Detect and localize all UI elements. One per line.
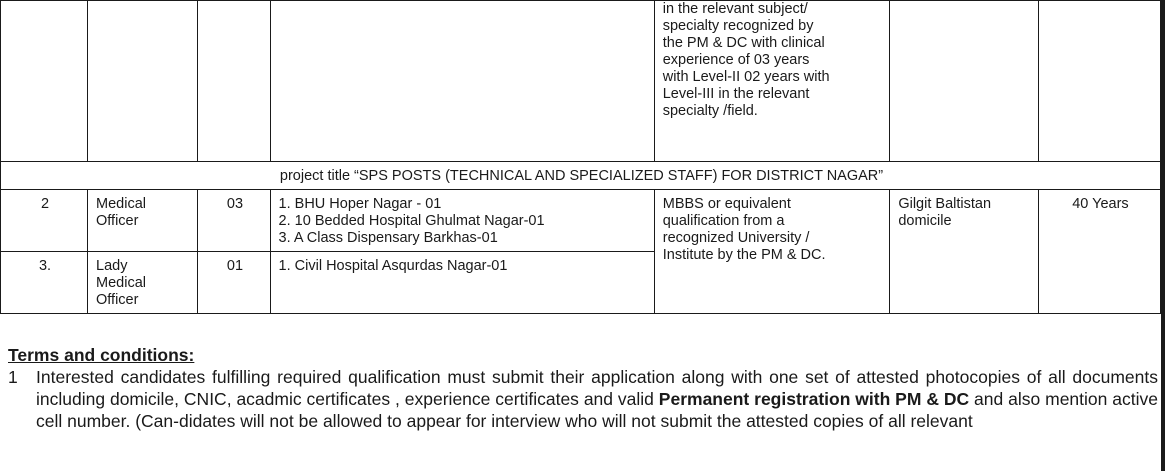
cell-post-top bbox=[88, 1, 198, 162]
term-number: 1 bbox=[8, 367, 18, 387]
terms-heading: Terms and conditions: bbox=[8, 345, 195, 365]
cell-sno: 3. bbox=[1, 252, 88, 314]
qualification-line: recognized University / bbox=[662, 230, 810, 246]
term-text-after: and also mention active cell number. (Can-didates will not be allowed to appear for interview who will not submit the attested copies of all relevant bbox=[36, 389, 1158, 431]
cell-post bbox=[88, 252, 198, 314]
cell-locations bbox=[270, 252, 654, 314]
location-item: 2. 10 Bedded Hospital Ghulmat Nagar-01 bbox=[278, 213, 545, 229]
term-item bbox=[8, 366, 1158, 432]
cell-count: 03 bbox=[198, 190, 270, 252]
qualification-line: experience of 03 years bbox=[662, 52, 810, 68]
term-text-before: Interested candidates fulfilling required qualification must submit their application along with one set of attested photocopies of all documents including domicile, CNIC, acadmic certificates , experience certificates and valid bbox=[36, 367, 1158, 409]
cell-post bbox=[88, 190, 198, 252]
cell-sno-top bbox=[1, 1, 88, 162]
cell-location-top bbox=[270, 1, 654, 162]
project-title: project title “SPS POSTS (TECHNICAL AND SPECIALIZED STAFF) FOR DISTRICT NAGAR” bbox=[1, 162, 1161, 190]
table-row-top bbox=[1, 1, 1161, 162]
term-text-bold: Permanent registration with PM & DC bbox=[658, 389, 970, 409]
terms-section bbox=[8, 344, 1158, 432]
post-line: Officer bbox=[96, 292, 139, 308]
post-line: Lady bbox=[96, 258, 128, 274]
qualification-line: qualification from a bbox=[662, 213, 785, 229]
qualification-line: specialty recognized by bbox=[662, 18, 814, 34]
cell-age-shared: 40 Years bbox=[1038, 190, 1160, 314]
cell-qualification-shared bbox=[654, 190, 890, 314]
post-line: Medical bbox=[96, 275, 146, 291]
location-item: 1. Civil Hospital Asqurdas Nagar-01 bbox=[278, 258, 508, 274]
domicile-line: Gilgit Baltistan bbox=[898, 196, 992, 212]
cell-qualification-top bbox=[654, 1, 890, 162]
cell-count-top bbox=[198, 1, 270, 162]
cell-age-top bbox=[1038, 1, 1160, 162]
qualification-line: specialty /field. bbox=[662, 103, 758, 119]
post-line: Officer bbox=[96, 213, 139, 229]
location-item: 1. BHU Hoper Nagar - 01 bbox=[278, 196, 442, 212]
post-line: Medical bbox=[96, 196, 146, 212]
cell-sno: 2 bbox=[1, 190, 88, 252]
qualification-line: Level-III in the relevant bbox=[662, 86, 810, 102]
qualification-line: the PM & DC with clinical bbox=[662, 35, 825, 51]
qualification-line: in the relevant subject/ bbox=[662, 1, 808, 17]
domicile-line: domicile bbox=[898, 213, 952, 229]
location-item: 3. A Class Dispensary Barkhas-01 bbox=[278, 230, 498, 246]
project-title-row bbox=[1, 162, 1161, 190]
cell-count: 01 bbox=[198, 252, 270, 314]
cell-locations bbox=[270, 190, 654, 252]
qualification-line: Institute by the PM & DC. bbox=[662, 247, 826, 263]
table-row bbox=[1, 190, 1161, 252]
qualification-line: MBBS or equivalent bbox=[662, 196, 791, 212]
cell-domicile-top bbox=[890, 1, 1039, 162]
term-text bbox=[36, 366, 1158, 432]
qualification-line: with Level-II 02 years with bbox=[662, 69, 830, 85]
cell-domicile-shared bbox=[890, 190, 1039, 314]
